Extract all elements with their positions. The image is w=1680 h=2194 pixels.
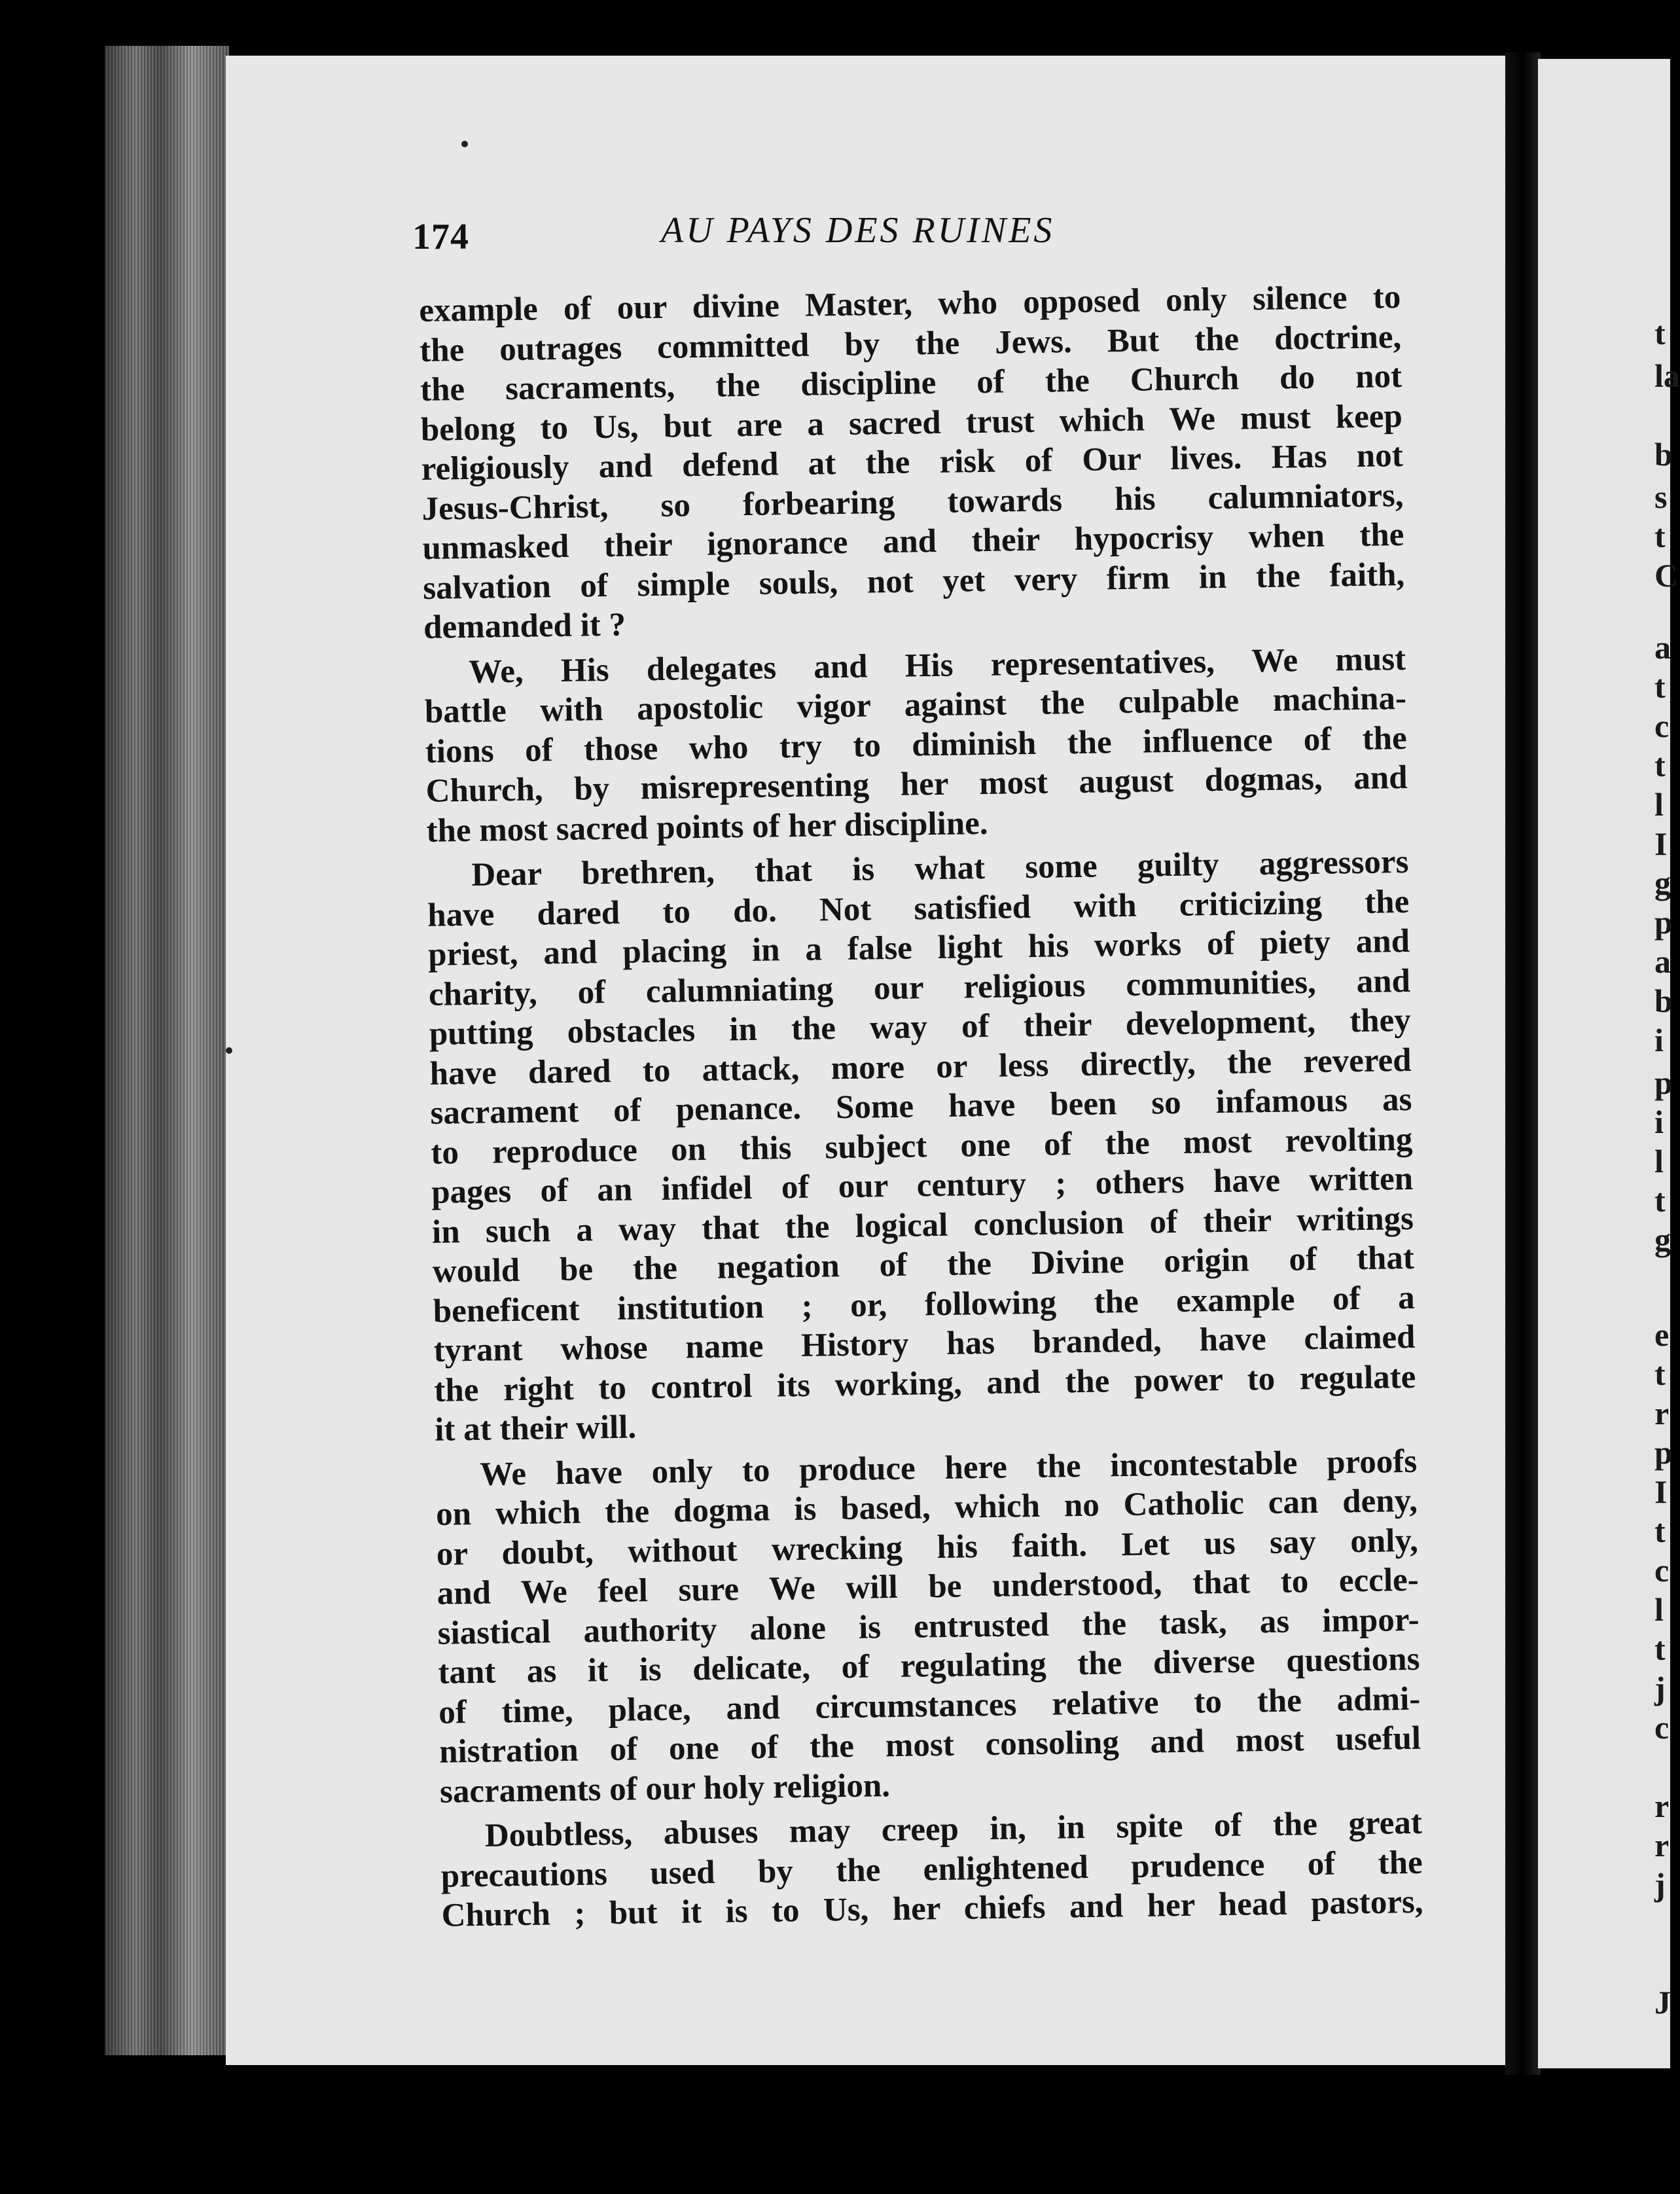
facing-page-letter: l — [1654, 1143, 1664, 1179]
text-line: Church ; but it is to Us, her chiefs and her head pastors, — [441, 1883, 1423, 1934]
facing-page-letter: t — [1654, 747, 1666, 783]
text-line: priest, and placing in a false light his works of piety and — [427, 922, 1410, 973]
right-page-fragment — [1538, 59, 1670, 2068]
facing-page-letter: t — [1654, 518, 1666, 554]
facing-page-letter: p — [1654, 1434, 1673, 1471]
text-line: on which the dogma is based, which no Catholic can deny, — [435, 1482, 1418, 1533]
facing-page-letter: C — [1654, 557, 1679, 594]
text-line: battle with apostolic vigor against the culpable machina- — [424, 679, 1407, 730]
facing-page-letter: j — [1654, 1866, 1666, 1903]
facing-page-letter: a — [1654, 629, 1671, 666]
text-line: example of our divine Master, who opposed only silence to — [419, 279, 1401, 329]
text-line: sacraments of our holy religion. — [439, 1767, 891, 1810]
facing-page-letter: c — [1654, 1552, 1670, 1589]
text-line: beneficent institution ; or, following the example of a — [433, 1279, 1416, 1330]
facing-page-letter: I — [1654, 825, 1668, 862]
text-line: siastical authority alone is entrusted the task, as impor- — [437, 1601, 1420, 1652]
text-line: tions of those who try to diminish the influence of the — [425, 719, 1408, 770]
facing-page-letter: t — [1654, 668, 1666, 705]
text-line: it at their will. — [434, 1409, 637, 1448]
text-line: Jesus-Christ, so forbearing towards his calumniators, — [421, 477, 1404, 528]
facing-page-letter: b — [1654, 982, 1673, 1019]
facing-page-letter: c — [1654, 1709, 1670, 1746]
text-line: have dared to attack, more or less directly, the revered — [429, 1041, 1412, 1092]
facing-page-letter: t — [1654, 1513, 1666, 1549]
facing-page-letter: g — [1654, 865, 1671, 901]
text-line: the sacraments, the discipline of the Church do not — [420, 358, 1403, 408]
margin-speck — [226, 1047, 232, 1054]
facing-page-letter: r — [1654, 1395, 1670, 1431]
text-line: and We feel sure We will be understood, that to eccle- — [437, 1561, 1420, 1612]
facing-page-letter: t — [1654, 1182, 1666, 1219]
page-header — [412, 209, 1394, 268]
text-line: putting obstacles in the way of their development, they — [429, 1001, 1412, 1052]
facing-page-letter: t — [1654, 315, 1666, 351]
facing-page-letter: s — [1654, 478, 1668, 515]
facing-page-letter: c — [1654, 708, 1670, 744]
text-line: in such a way that the logical conclusion of their writings — [431, 1200, 1414, 1251]
text-line: belong to Us, but are a sacred trust which We must keep — [420, 397, 1403, 448]
facing-page-letter: p — [1654, 1064, 1673, 1101]
facing-page-letter: r — [1654, 1827, 1670, 1863]
facing-page-letter: e — [1654, 1316, 1670, 1353]
text-line: Church, by misrepresenting her most august dogmas, and — [425, 759, 1408, 810]
book-gutter — [1505, 52, 1541, 2075]
text-line: tyrant whose name History has branded, have claimed — [433, 1318, 1416, 1369]
text-line: Dear brethren, that is what some guilty aggressors — [471, 843, 1409, 893]
facing-page-letter: b — [1654, 436, 1673, 473]
facing-page-letter: p — [1654, 904, 1673, 941]
text-line: charity, of calumniating our religious communities, and — [428, 962, 1411, 1013]
text-line: pages of an infidel of our century ; others have written — [431, 1160, 1414, 1211]
text-line: or doubt, without wrecking his faith. Let us say only, — [436, 1522, 1419, 1573]
text-line: We have only to produce here the incontestable proofs — [479, 1443, 1418, 1493]
facing-page-letter: t — [1654, 1630, 1666, 1667]
page-edge-stack — [105, 46, 229, 2055]
text-line: demanded it ? — [423, 606, 626, 646]
facing-page-letter: g — [1654, 1221, 1671, 1258]
text-line: unmasked their ignorance and their hypocrisy when the — [422, 516, 1404, 567]
facing-page-letter: r — [1654, 1788, 1670, 1824]
text-line: to reproduce on this subject one of the most revolting — [430, 1121, 1413, 1172]
text-line: the most sacred points of her discipline. — [426, 804, 988, 850]
facing-page-letter: I — [1654, 1473, 1668, 1510]
facing-page-letter: a — [1654, 943, 1671, 980]
text-line: nistration of one of the most consoling and most useful — [438, 1719, 1421, 1771]
text-line: tant as it is delicate, of regulating the diverse questions — [438, 1640, 1420, 1691]
facing-page-letter: l — [1654, 1591, 1664, 1628]
text-line: the right to control its working, and the power to regulate — [434, 1358, 1416, 1409]
facing-page-letter: J — [1654, 1984, 1671, 2021]
text-line: Doubtless, abuses may creep in, in spite of the great — [484, 1804, 1423, 1854]
text-line: sacrament of penance. Some have been so infamous as — [430, 1081, 1412, 1132]
facing-page-letter: t — [1654, 1356, 1666, 1392]
facing-page-letter: i — [1654, 1022, 1664, 1058]
facing-page-letter: i — [1654, 1104, 1664, 1140]
text-line: of time, place, and circumstances relative to the admi- — [438, 1680, 1421, 1731]
text-line: religiously and defend at the risk of Our lives. Has not — [421, 437, 1404, 488]
text-line: the outrages committed by the Jews. But the doctrine, — [419, 318, 1402, 369]
facing-page-letter: j — [1654, 1670, 1666, 1706]
text-line: would be the negation of the Divine origin of that — [432, 1239, 1415, 1290]
facing-page-letter: l — [1654, 786, 1664, 823]
margin-speck — [461, 141, 468, 147]
text-line: We, His delegates and His representatives, We must — [468, 640, 1406, 691]
facing-page-letters — [1654, 0, 1680, 2194]
facing-page-letter: la — [1654, 357, 1680, 394]
page-number: 174 — [412, 217, 469, 257]
text-line: salvation of simple souls, not yet very firm in the faith, — [422, 556, 1405, 607]
text-line: have dared to do. Not satisfied with criticizing the — [427, 883, 1410, 934]
running-title: AU PAYS DES RUINES — [661, 210, 1055, 251]
body-text — [419, 278, 1423, 1935]
text-line: precautions used by the enlightened prudence of the — [440, 1844, 1423, 1895]
